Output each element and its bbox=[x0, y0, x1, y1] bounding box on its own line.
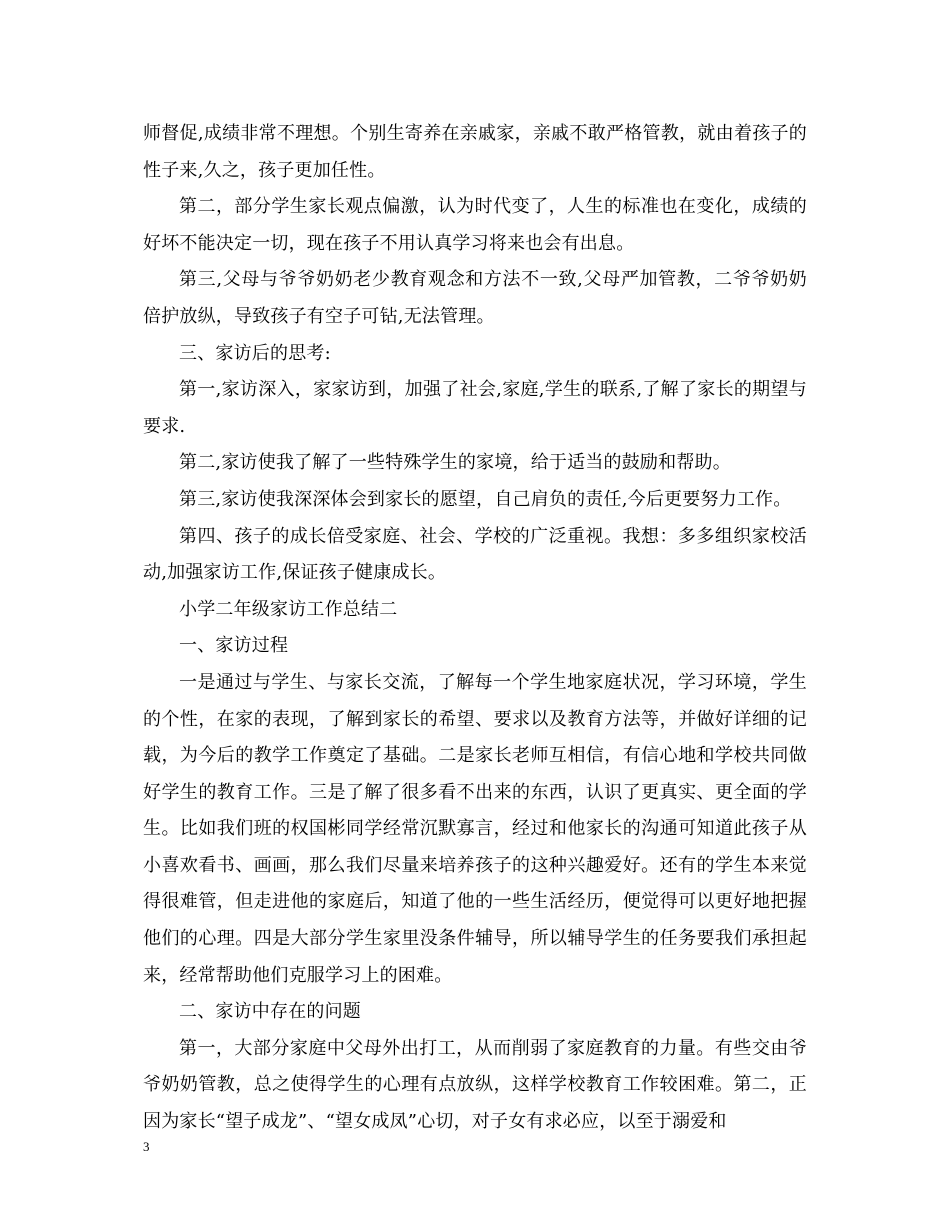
section-heading: 二、家访中存在的问题 bbox=[179, 1001, 361, 1023]
page-number: 3 bbox=[143, 1139, 150, 1154]
document-subtitle: 小学二年级家访工作总结二 bbox=[179, 598, 398, 620]
section-heading: 三、家访后的思考: bbox=[179, 342, 331, 364]
paragraph: 第三,家访使我深深体会到家长的愿望，自己肩负的责任,今后更要努力工作。 bbox=[179, 488, 792, 510]
paragraph: 第一,家访深入，家家访到，加强了社会,家庭,学生的联系,了解了家长的期望与要求. bbox=[143, 379, 807, 437]
paragraph: 一是通过与学生、与家长交流，了解每一个学生地家庭状况，学习环境，学生的个性，在家的表现，了解到家长的希望、要求以及教育方法等，并做好详细的记载，为今后的教学工作奠定了基础。二是家长老师互相信，有信心地和学校共同做好学生的教育工作。三是了解了很多看不出来的东西，认识了更真实、更全面的学生。比如我们班的权国彬同学经常沉默寡言，经过和他家长的沟通可知道此孩子从小喜欢看书、画画，那么我们尽量来培养孩子的这种兴趣爱好。还有的学生本来觉得很难管，但走进他的家庭后，知道了他的一些生活经历，便觉得可以更好地把握他们的心理。四是大部分学生家里没条件辅导，所以辅导学生的任务要我们承担起来，经常帮助他们克服学习上的困难。 bbox=[143, 671, 807, 986]
paragraph: 第四、孩子的成长倍受家庭、社会、学校的广泛重视。我想：多多组织家校活动,加强家访工作,保证孩子健康成长。 bbox=[143, 525, 807, 584]
document-body bbox=[143, 116, 807, 1141]
paragraph: 第二，部分学生家长观点偏激，认为时代变了，人生的标准也在变化，成绩的好坏不能决定一切，现在孩子不用认真学习将来也会有出息。 bbox=[143, 196, 807, 254]
paragraph: 第二,家访使我了解了一些特殊学生的家境，给于适当的鼓励和帮助。 bbox=[179, 452, 731, 474]
paragraph: 第一，大部分家庭中父母外出打工，从而削弱了家庭教育的力量。有些交由爷爷奶奶管教，总之使得学生的心理有点放纵，这样学校教育工作较困难。第二，正因为家长“望子成龙”、“望女成凤”心切，对子女有求必应，以至于溺爱和 bbox=[143, 1037, 807, 1133]
paragraph: 师督促,成绩非常不理想。个别生寄养在亲戚家，亲戚不敢严格管教，就由着孩子的性子来,久之，孩子更加任性。 bbox=[143, 123, 807, 181]
paragraph: 第三,父母与爷爷奶奶老少教育观念和方法不一致,父母严加管教，二爷爷奶奶倍护放纵，导致孩子有空子可钻,无法管理。 bbox=[143, 269, 807, 327]
section-heading: 一、家访过程 bbox=[179, 635, 289, 657]
